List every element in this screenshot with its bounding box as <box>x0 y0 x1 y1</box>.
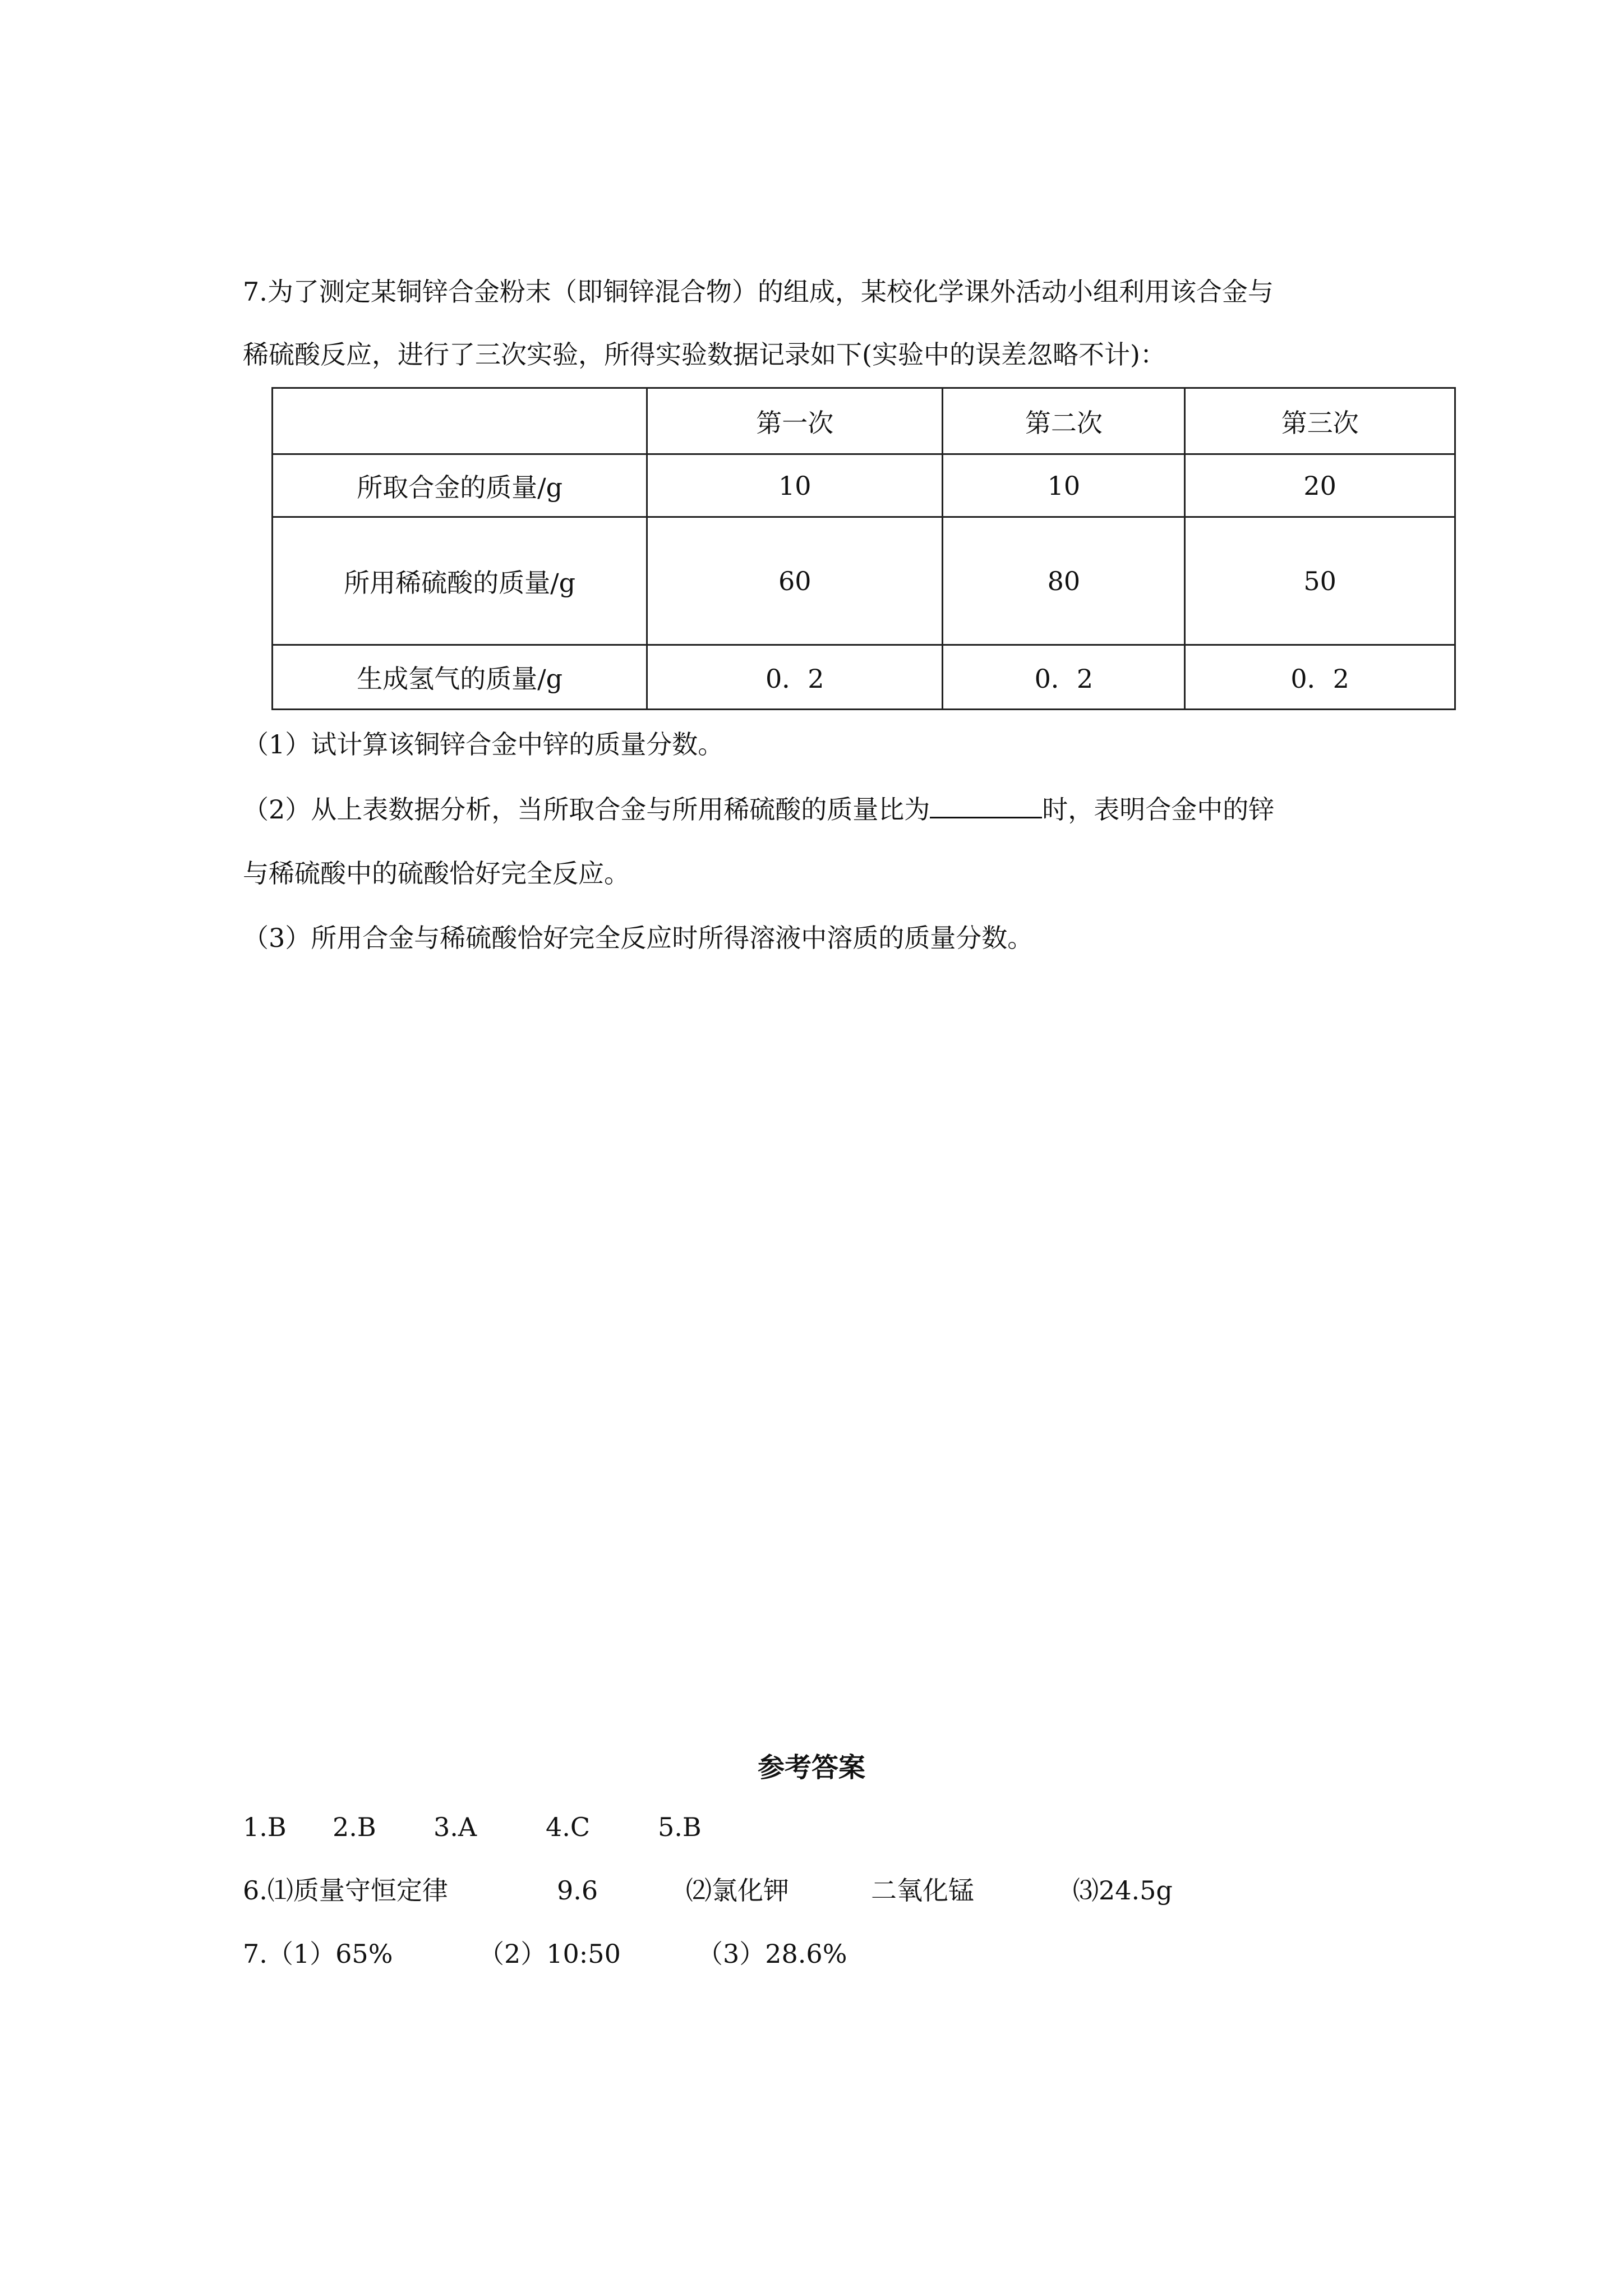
answer-item: ⑵氯化钾 <box>686 1875 789 1906</box>
table-row-label: 所用稀硫酸的质量/g <box>273 517 647 645</box>
answer-item: 二氧化锰 <box>871 1875 974 1906</box>
table-header-cell <box>273 388 647 454</box>
table-cell: 0．2 <box>647 645 943 710</box>
answers-title: 参考答案 <box>757 1752 865 1783</box>
question-line-2: 稀硫酸反应，进行了三次实验，所得实验数据记录如下(实验中的误差忽略不计)： <box>243 339 1166 370</box>
table-row <box>273 645 1455 710</box>
answer-item: 3.A <box>434 1812 477 1842</box>
table-header-cell: 第三次 <box>1185 388 1455 454</box>
answer-item: ⑶24.5g <box>1073 1875 1173 1906</box>
table-header-row <box>273 388 1455 454</box>
sub-question-3: （3）所用合金与稀硫酸恰好完全反应时所得溶液中溶质的质量分数。 <box>243 923 1034 953</box>
answers-line-2 <box>243 1874 1173 1907</box>
answer-item: （2）10:50 <box>478 1939 621 1969</box>
table-cell: 10 <box>943 454 1185 517</box>
answer-item: 1.B <box>243 1812 287 1842</box>
answer-item: 5.B <box>658 1812 702 1842</box>
answer-blank <box>930 792 1042 818</box>
table-cell: 0．2 <box>1185 645 1455 710</box>
table-cell: 10 <box>647 454 943 517</box>
table-cell: 0．2 <box>943 645 1185 710</box>
table-row-label: 所取合金的质量/g <box>273 454 647 517</box>
sub-question-2-line-2: 与稀硫酸中的硫酸恰好完全反应。 <box>243 858 630 889</box>
answer-item: 9.6 <box>557 1875 598 1906</box>
table-cell: 50 <box>1185 517 1455 645</box>
answer-item: 7.（1）65% <box>243 1939 393 1969</box>
table-row <box>273 517 1455 645</box>
question-line-1: 7.为了测定某铜锌合金粉末（即铜锌混合物）的组成，某校化学课外活动小组利用该合金与 <box>243 277 1274 307</box>
experiment-data-table <box>271 387 1456 710</box>
answers-line-3 <box>243 1937 847 1971</box>
sub-question-2 <box>243 792 1274 826</box>
table-row-label: 生成氢气的质量/g <box>273 645 647 710</box>
answer-item: 4.C <box>546 1812 591 1842</box>
table-row <box>273 454 1455 517</box>
answer-item: （3）28.6% <box>697 1939 847 1969</box>
table-cell: 80 <box>943 517 1185 645</box>
table-header-cell: 第一次 <box>647 388 943 454</box>
answer-item: 6.⑴质量守恒定律 <box>243 1875 448 1906</box>
sub-question-1: （1）试计算该铜锌合金中锌的质量分数。 <box>243 729 724 760</box>
table-cell: 60 <box>647 517 943 645</box>
answer-item: 2.B <box>333 1812 376 1842</box>
sub-question-2-text-after: 时，表明合金中的锌 <box>1042 794 1275 825</box>
sub-question-2-text-before: （2）从上表数据分析，当所取合金与所用稀硫酸的质量比为 <box>243 794 930 825</box>
table-cell: 20 <box>1185 454 1455 517</box>
table-header-cell: 第二次 <box>943 388 1185 454</box>
answers-line-1 <box>243 1810 702 1844</box>
